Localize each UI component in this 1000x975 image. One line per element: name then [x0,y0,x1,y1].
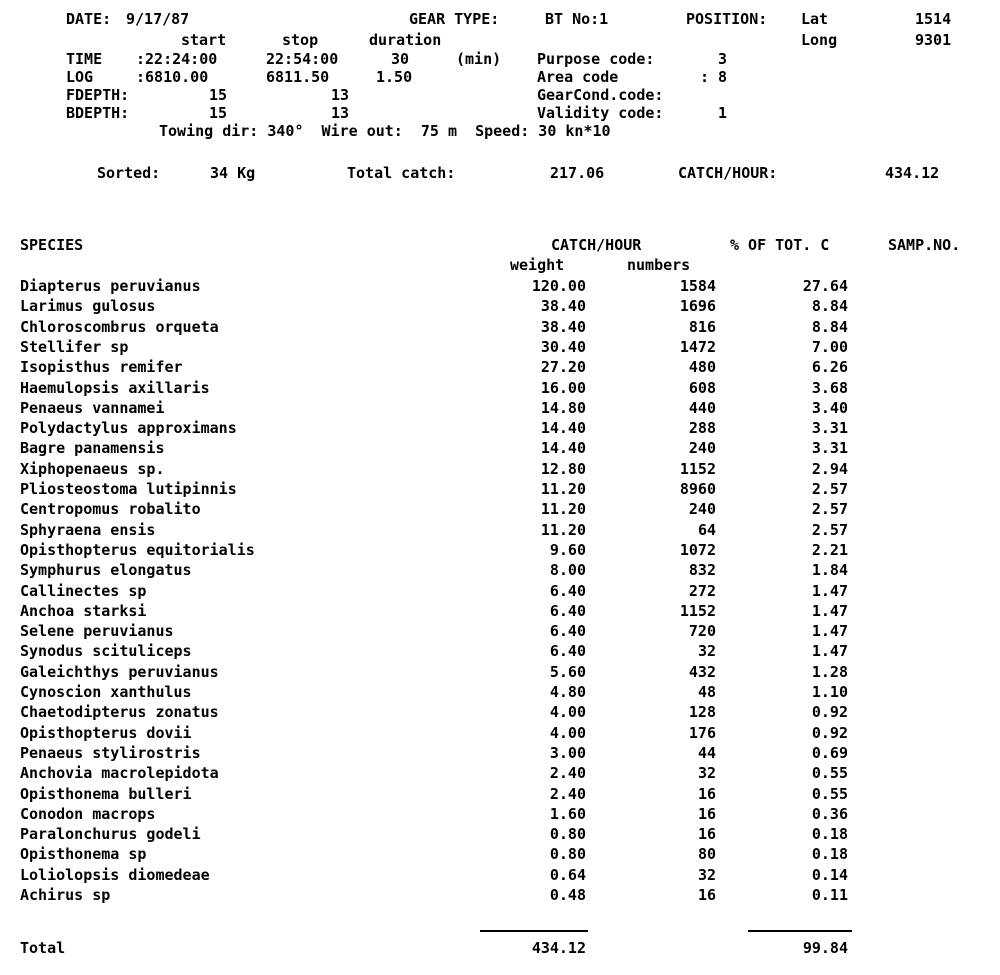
percent-of-total: 2.94 [811,460,848,478]
log-stop: 6811.50 [266,68,330,86]
catch-weight: 6.40 [549,602,586,620]
percent-of-total: 3.40 [811,399,848,417]
date-label: DATE: [66,10,112,28]
total-label: Total [20,939,66,957]
catch-weight: 11.20 [540,521,586,539]
percent-of-total: 0.14 [811,866,848,884]
table-row [0,482,1000,502]
catch-numbers: 1152 [679,460,716,478]
catch-weight: 6.40 [549,642,586,660]
percent-of-total: 2.57 [811,480,848,498]
catch-numbers: 16 [697,886,716,904]
total-weight: 434.12 [531,939,586,957]
catch-weight: 4.00 [549,724,586,742]
catch-numbers: 432 [688,663,716,681]
sorted-label: Sorted: [97,164,161,182]
table-row [0,340,1000,360]
species-name: Stellifer sp [20,338,129,356]
bdepth-label: BDEPTH: [66,104,130,122]
catch-weight: 27.20 [540,358,586,376]
table-row [0,787,1000,807]
gear-condition-label: GearCond.code: [537,86,664,104]
catch-numbers: 80 [697,845,716,863]
species-name: Sphyraena ensis [20,521,156,539]
species-name: Selene peruvianus [20,622,174,640]
catch-numbers: 608 [688,379,716,397]
catch-numbers: 1072 [679,541,716,559]
species-name: Penaeus vannamei [20,399,165,417]
catch-numbers: 16 [697,805,716,823]
catch-numbers: 44 [697,744,716,762]
table-row [0,360,1000,380]
catch-weight: 16.00 [540,379,586,397]
table-row [0,705,1000,725]
species-name: Opisthonema sp [20,845,147,863]
stop-column-label: stop [282,31,319,49]
species-name: Opisthopterus equitorialis [20,541,255,559]
catch-numbers: 8960 [679,480,716,498]
duration-column-label: duration [369,31,442,49]
time-start: :22:24:00 [136,50,218,68]
percent-of-total: 6.26 [811,358,848,376]
percent-total-rule [748,930,852,932]
catch-numbers: 480 [688,358,716,376]
start-column-label: start [181,31,227,49]
catch-weight: 12.80 [540,460,586,478]
percent-of-total: 8.84 [811,318,848,336]
catch-weight: 120.00 [531,277,586,295]
table-row [0,421,1000,441]
species-name: Pliosteostoma lutipinnis [20,480,237,498]
percent-of-total: 7.00 [811,338,848,356]
catch-numbers: 816 [688,318,716,336]
time-unit: (min) [456,50,502,68]
fdepth-label: FDEPTH: [66,86,130,104]
percent-of-total: 2.57 [811,521,848,539]
percent-of-total: 1.10 [811,683,848,701]
catch-weight: 11.20 [540,500,586,518]
percent-of-total: 1.47 [811,622,848,640]
table-row [0,868,1000,888]
species-name: Synodus scituliceps [20,642,192,660]
gear-type-value: BT No:1 [545,10,609,28]
species-name: Anchoa starksi [20,602,147,620]
percent-of-total: 0.11 [811,886,848,904]
species-name: Loliolopsis diomedeae [20,866,210,884]
table-row [0,462,1000,482]
purpose-code-label: Purpose code: [537,50,655,68]
percent-of-total: 1.28 [811,663,848,681]
catch-weight: 38.40 [540,318,586,336]
catch-weight: 38.40 [540,297,586,315]
species-name: Diapterus peruvianus [20,277,201,295]
catch-numbers: 440 [688,399,716,417]
table-row [0,543,1000,563]
lat-label: Lat [801,10,829,28]
percent-total-column-header: % OF TOT. C [730,236,830,254]
weight-subheader: weight [510,256,565,274]
table-row [0,726,1000,746]
species-name: Callinectes sp [20,582,147,600]
catch-weight: 0.80 [549,845,586,863]
catch-numbers: 832 [688,561,716,579]
species-name: Polydactylus approximans [20,419,237,437]
catch-weight: 4.80 [549,683,586,701]
percent-of-total: 0.55 [811,764,848,782]
species-column-header: SPECIES [20,236,84,254]
catch-weight: 6.40 [549,622,586,640]
catch-numbers: 1152 [679,602,716,620]
percent-of-total: 2.57 [811,500,848,518]
table-row [0,685,1000,705]
weight-total-rule [480,930,588,932]
species-name: Bagre panamensis [20,439,165,457]
catch-numbers: 176 [688,724,716,742]
time-duration: 30 [391,50,410,68]
catch-numbers: 240 [688,439,716,457]
percent-of-total: 3.31 [811,419,848,437]
validity-code-value: 1 [718,104,728,122]
table-row [0,665,1000,685]
percent-of-total: 1.47 [811,582,848,600]
catch-per-hour-label: CATCH/HOUR: [678,164,778,182]
catch-numbers: 720 [688,622,716,640]
catch-numbers: 64 [697,521,716,539]
numbers-subheader: numbers [627,256,691,274]
catch-numbers: 32 [697,642,716,660]
towing-info-line: Towing dir: 340° Wire out: 75 m Speed: 30 kn*10 [159,122,611,140]
table-row [0,299,1000,319]
area-code-label: Area code [537,68,619,86]
percent-of-total: 0.18 [811,845,848,863]
catch-weight: 0.80 [549,825,586,843]
table-row [0,766,1000,786]
long-value: 9301 [915,31,952,49]
catch-numbers: 32 [697,764,716,782]
sorted-value: 34 Kg [210,164,256,182]
catch-weight: 2.40 [549,764,586,782]
catch-weight: 14.80 [540,399,586,417]
percent-of-total: 27.64 [802,277,848,295]
table-row [0,847,1000,867]
catch-numbers: 1584 [679,277,716,295]
table-row [0,502,1000,522]
percent-of-total: 1.47 [811,642,848,660]
species-name: Conodon macrops [20,805,156,823]
species-name: Achirus sp [20,886,111,904]
long-label: Long [801,31,838,49]
catch-weight: 11.20 [540,480,586,498]
area-code-value: : 8 [700,68,728,86]
table-row [0,807,1000,827]
catch-weight: 14.40 [540,439,586,457]
species-name: Opisthonema bulleri [20,785,192,803]
percent-of-total: 8.84 [811,297,848,315]
species-name: Paralonchurus godeli [20,825,201,843]
total-percent: 99.84 [802,939,848,957]
table-row [0,401,1000,421]
table-row [0,584,1000,604]
date-value: 9/17/87 [126,10,190,28]
catch-numbers: 1696 [679,297,716,315]
percent-of-total: 0.18 [811,825,848,843]
catch-weight: 2.40 [549,785,586,803]
time-stop: 22:54:00 [266,50,339,68]
purpose-code-value: 3 [718,50,728,68]
table-row [0,523,1000,543]
table-row [0,888,1000,908]
species-name: Centropomus robalito [20,500,201,518]
percent-of-total: 0.69 [811,744,848,762]
catch-weight: 6.40 [549,582,586,600]
catch-weight: 9.60 [549,541,586,559]
log-duration: 1.50 [376,68,413,86]
percent-of-total: 2.21 [811,541,848,559]
percent-of-total: 3.31 [811,439,848,457]
lat-value: 1514 [915,10,952,28]
species-name: Anchovia macrolepidota [20,764,219,782]
percent-of-total: 0.92 [811,724,848,742]
catch-numbers: 288 [688,419,716,437]
catch-numbers: 16 [697,785,716,803]
table-row [0,441,1000,461]
table-row [0,563,1000,583]
species-name: Cynoscion xanthulus [20,683,192,701]
catch-numbers: 1472 [679,338,716,356]
table-row [0,644,1000,664]
position-label: POSITION: [686,10,768,28]
catch-weight: 0.48 [549,886,586,904]
catch-weight: 3.00 [549,744,586,762]
catch-hour-column-header: CATCH/HOUR [551,236,642,254]
catch-weight: 4.00 [549,703,586,721]
catch-numbers: 48 [697,683,716,701]
bdepth-start: 15 [209,104,228,122]
fdepth-start: 15 [209,86,228,104]
species-name: Larimus gulosus [20,297,156,315]
table-row [0,827,1000,847]
percent-of-total: 1.47 [811,602,848,620]
species-name: Penaeus stylirostris [20,744,201,762]
catch-weight: 30.40 [540,338,586,356]
catch-weight: 0.64 [549,866,586,884]
species-name: Chloroscombrus orqueta [20,318,219,336]
catch-weight: 5.60 [549,663,586,681]
catch-weight: 1.60 [549,805,586,823]
total-catch-value: 217.06 [550,164,605,182]
catch-numbers: 16 [697,825,716,843]
table-row [0,320,1000,340]
fdepth-stop: 13 [331,86,350,104]
percent-of-total: 3.68 [811,379,848,397]
validity-code-label: Validity code: [537,104,664,122]
table-row [0,746,1000,766]
bdepth-stop: 13 [331,104,350,122]
species-name: Opisthopterus dovii [20,724,192,742]
table-row [0,604,1000,624]
catch-numbers: 128 [688,703,716,721]
sample-number-column-header: SAMP.NO. [888,236,961,254]
catch-weight: 14.40 [540,419,586,437]
species-name: Chaetodipterus zonatus [20,703,219,721]
percent-of-total: 0.36 [811,805,848,823]
log-label: LOG [66,68,94,86]
percent-of-total: 1.84 [811,561,848,579]
log-start: :6810.00 [136,68,209,86]
time-label: TIME [66,50,103,68]
species-name: Haemulopsis axillaris [20,379,210,397]
catch-numbers: 272 [688,582,716,600]
percent-of-total: 0.92 [811,703,848,721]
catch-numbers: 240 [688,500,716,518]
percent-of-total: 0.55 [811,785,848,803]
species-name: Xiphopenaeus sp. [20,460,165,478]
species-name: Galeichthys peruvianus [20,663,219,681]
table-row [0,624,1000,644]
gear-type-label: GEAR TYPE: [409,10,500,28]
catch-per-hour-value: 434.12 [885,164,940,182]
catch-weight: 8.00 [549,561,586,579]
species-name: Symphurus elongatus [20,561,192,579]
catch-numbers: 32 [697,866,716,884]
total-catch-label: Total catch: [347,164,456,182]
table-row [0,279,1000,299]
species-name: Isopisthus remifer [20,358,183,376]
table-row [0,381,1000,401]
